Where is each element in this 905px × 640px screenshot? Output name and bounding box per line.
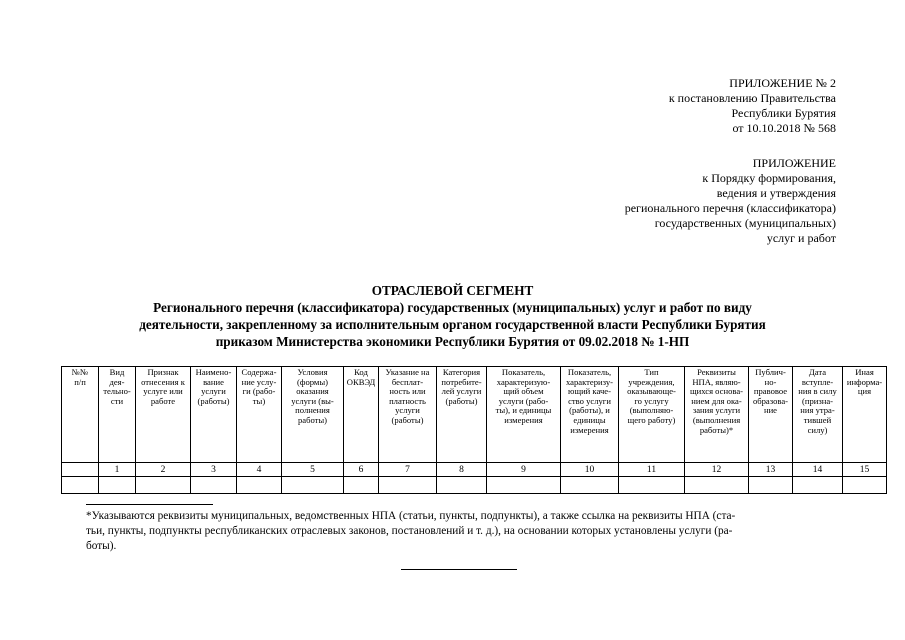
column-header bbox=[843, 367, 887, 463]
number-cell: 7 bbox=[379, 463, 437, 477]
column-header-line: Категория bbox=[442, 367, 481, 377]
annex1-line: к постановлению Правительства bbox=[668, 91, 836, 105]
column-header-line: дея- bbox=[109, 376, 125, 387]
number-cell: 10 bbox=[561, 463, 619, 477]
column-header-line: услуги (вы- bbox=[291, 395, 334, 406]
annex2-line: услуг и работ bbox=[766, 231, 836, 245]
number-cell: 3 bbox=[191, 463, 237, 477]
column-header-line: учреждения, bbox=[628, 376, 675, 387]
empty-cell bbox=[99, 477, 136, 494]
column-header-line: образова- bbox=[752, 395, 789, 406]
number-cell: 1 bbox=[99, 463, 136, 477]
empty-cell bbox=[793, 477, 843, 494]
column-header-line: (работы) bbox=[391, 414, 424, 425]
column-header-line: работе bbox=[150, 395, 176, 406]
column-header-line: лей услуги bbox=[441, 386, 482, 397]
column-header-line: потребите- bbox=[441, 376, 482, 387]
column-header-line: бесплат- bbox=[391, 376, 424, 387]
annex1-line: от 10.10.2018 № 568 bbox=[732, 121, 836, 135]
column-header-line: (работы), и bbox=[569, 405, 610, 416]
column-header-line: сти bbox=[110, 395, 124, 406]
column-header-line: Показатель, bbox=[567, 367, 612, 377]
footnote bbox=[86, 509, 856, 554]
number-cell: 13 bbox=[749, 463, 793, 477]
column-header-line: (работы) bbox=[197, 395, 230, 406]
column-header-line: (формы) bbox=[297, 376, 328, 387]
column-header-line: Признак bbox=[147, 367, 179, 377]
empty-cell bbox=[487, 477, 561, 494]
title-heading: ОТРАСЛЕВОЙ СЕГМЕНТ bbox=[371, 283, 534, 298]
column-header bbox=[685, 367, 749, 463]
column-header-line: Код bbox=[354, 367, 368, 377]
column-header bbox=[191, 367, 237, 463]
column-header-line: правовое bbox=[753, 386, 788, 397]
number-cell: 9 bbox=[487, 463, 561, 477]
column-header-line: ты), и единицы bbox=[495, 405, 552, 416]
empty-cell bbox=[237, 477, 282, 494]
column-header-line: ния утра- bbox=[800, 405, 835, 416]
column-header-line: зания услуги bbox=[692, 405, 741, 416]
column-header bbox=[344, 367, 379, 463]
empty-cell bbox=[344, 477, 379, 494]
column-header-line: ние услу- bbox=[241, 376, 277, 387]
column-header-line: Наимено- bbox=[195, 367, 232, 377]
footnote-line: *Указываются реквизиты муниципальных, ведомственных НПА (статьи, пункты, подпункты), а также ссылка на реквизиты НПА (ста- bbox=[86, 510, 736, 522]
column-header-line: ция bbox=[857, 386, 872, 397]
column-header-line: Вид bbox=[109, 367, 125, 377]
annex1-line: Республики Бурятия bbox=[731, 106, 836, 120]
column-header-line: Показатель, bbox=[501, 367, 546, 377]
column-header bbox=[62, 367, 99, 463]
column-header-line: Дата bbox=[808, 367, 827, 377]
column-header-line: силу) bbox=[807, 424, 828, 435]
column-header bbox=[379, 367, 437, 463]
column-header bbox=[793, 367, 843, 463]
column-header-line: (выполняю- bbox=[629, 405, 674, 416]
annex2-line: государственных (муниципальных) bbox=[654, 216, 836, 230]
footnote-line: тьи, пункты, подпункты республиканских отраслевых законов, постановлений и т. д.), на основании которых установлены услуги (ра- bbox=[86, 525, 733, 537]
column-header-line: ОКВЭД bbox=[346, 376, 376, 387]
empty-cell bbox=[282, 477, 344, 494]
number-cell: 6 bbox=[344, 463, 379, 477]
column-header-line: информа- bbox=[846, 376, 883, 387]
empty-cell bbox=[62, 477, 99, 494]
column-header-line: Тип bbox=[644, 367, 659, 377]
column-header-line: платность bbox=[389, 395, 426, 406]
column-header-line: характеризу- bbox=[565, 376, 613, 387]
number-cell: 4 bbox=[237, 463, 282, 477]
empty-cell bbox=[619, 477, 685, 494]
number-cell bbox=[62, 463, 99, 477]
footnote-separator bbox=[86, 504, 213, 505]
column-header-line: услуге или bbox=[143, 386, 183, 397]
column-header-line: Содержа- bbox=[241, 367, 277, 377]
empty-cell bbox=[136, 477, 191, 494]
column-header-line: услуги (рабо- bbox=[498, 395, 549, 406]
column-header-line: п/п bbox=[74, 376, 86, 387]
column-header-line: тельно- bbox=[103, 386, 131, 397]
number-cell: 12 bbox=[685, 463, 749, 477]
table-header-row bbox=[62, 367, 887, 463]
annex-block-government-decree bbox=[669, 76, 836, 136]
column-header bbox=[487, 367, 561, 463]
column-header-line: щий объем bbox=[503, 386, 544, 397]
column-header-line: полнения bbox=[295, 405, 330, 416]
column-header-line: ство услуги bbox=[568, 395, 611, 406]
column-header-line: но- bbox=[764, 376, 777, 387]
empty-cell bbox=[379, 477, 437, 494]
column-header-line: (работы) bbox=[445, 395, 478, 406]
number-cell: 8 bbox=[437, 463, 487, 477]
empty-cell bbox=[437, 477, 487, 494]
column-header-line: Иная bbox=[855, 367, 874, 377]
title-line: приказом Министерства экономики Республики Бурятия от 09.02.2018 № 1-НП bbox=[215, 334, 690, 349]
number-cell: 11 bbox=[619, 463, 685, 477]
empty-cell bbox=[843, 477, 887, 494]
column-header-line: тившей bbox=[803, 414, 832, 425]
column-header-line: ния в силу bbox=[798, 386, 837, 397]
column-header-line: №№ bbox=[71, 367, 89, 377]
annex1-line: ПРИЛОЖЕНИЕ № 2 bbox=[729, 76, 836, 90]
title-line: Регионального перечня (классификатора) государственных (муниципальных) услуг и работ по виду bbox=[153, 300, 752, 315]
empty-cell bbox=[749, 477, 793, 494]
column-header-line: (призна- bbox=[801, 395, 834, 406]
column-header-line: вступле- bbox=[801, 376, 834, 387]
column-header bbox=[237, 367, 282, 463]
annex2-line: к Порядку формирования, bbox=[702, 171, 836, 185]
footnote-line: боты). bbox=[86, 540, 117, 552]
column-header-line: характеризую- bbox=[496, 376, 551, 387]
column-header-line: услуги bbox=[201, 386, 226, 397]
column-header-line: щихся основа- bbox=[689, 386, 744, 397]
column-header-line: услуги bbox=[395, 405, 420, 416]
segment-table bbox=[61, 366, 887, 494]
table-number-row bbox=[62, 463, 887, 477]
column-header bbox=[561, 367, 619, 463]
annex2-line: регионального перечня (классификатора) bbox=[624, 201, 836, 215]
column-header-line: Публич- bbox=[755, 367, 786, 377]
annex2-line: ПРИЛОЖЕНИЕ bbox=[752, 156, 836, 170]
number-cell: 5 bbox=[282, 463, 344, 477]
empty-cell bbox=[191, 477, 237, 494]
column-header-line: го услугу bbox=[634, 395, 669, 406]
column-header-line: (выполнения bbox=[692, 414, 741, 425]
empty-cell bbox=[561, 477, 619, 494]
column-header-line: ность или bbox=[389, 386, 426, 397]
column-header-line: Реквизиты bbox=[697, 367, 736, 377]
column-header-line: оказания bbox=[296, 386, 329, 397]
number-cell: 15 bbox=[843, 463, 887, 477]
column-header-line: нием для ока- bbox=[691, 395, 742, 406]
column-header bbox=[282, 367, 344, 463]
column-header-line: отнесения к bbox=[141, 376, 185, 387]
column-header-line: ющий каче- bbox=[568, 386, 611, 397]
column-header-line: измерения bbox=[504, 414, 543, 425]
column-header-line: ние bbox=[763, 405, 777, 416]
column-header-line: ги (рабо- bbox=[242, 386, 276, 397]
document-title bbox=[60, 282, 845, 350]
column-header-line: ты) bbox=[252, 395, 266, 406]
table-empty-row bbox=[62, 477, 887, 494]
column-header-line: работы)* bbox=[699, 424, 734, 435]
title-line: деятельности, закрепленному за исполнительным органом государственной власти Республики Бурятия bbox=[139, 317, 766, 332]
column-header bbox=[99, 367, 136, 463]
column-header-line: вание bbox=[203, 376, 224, 387]
number-cell: 2 bbox=[136, 463, 191, 477]
column-header bbox=[749, 367, 793, 463]
column-header-line: единицы bbox=[573, 414, 606, 425]
column-header bbox=[437, 367, 487, 463]
column-header bbox=[136, 367, 191, 463]
annex-block-procedure bbox=[625, 156, 836, 246]
empty-cell bbox=[685, 477, 749, 494]
column-header bbox=[619, 367, 685, 463]
column-header-line: оказывающе- bbox=[627, 386, 676, 397]
number-cell: 14 bbox=[793, 463, 843, 477]
column-header-line: Условия bbox=[297, 367, 328, 377]
end-of-document-line bbox=[401, 569, 517, 570]
annex2-line: ведения и утверждения bbox=[716, 186, 836, 200]
column-header-line: НПА, являю- bbox=[692, 376, 741, 387]
column-header-line: измерения bbox=[570, 424, 609, 435]
column-header-line: Указание на bbox=[385, 367, 430, 377]
column-header-line: щего работу) bbox=[627, 414, 676, 425]
column-header-line: работы) bbox=[297, 414, 328, 425]
